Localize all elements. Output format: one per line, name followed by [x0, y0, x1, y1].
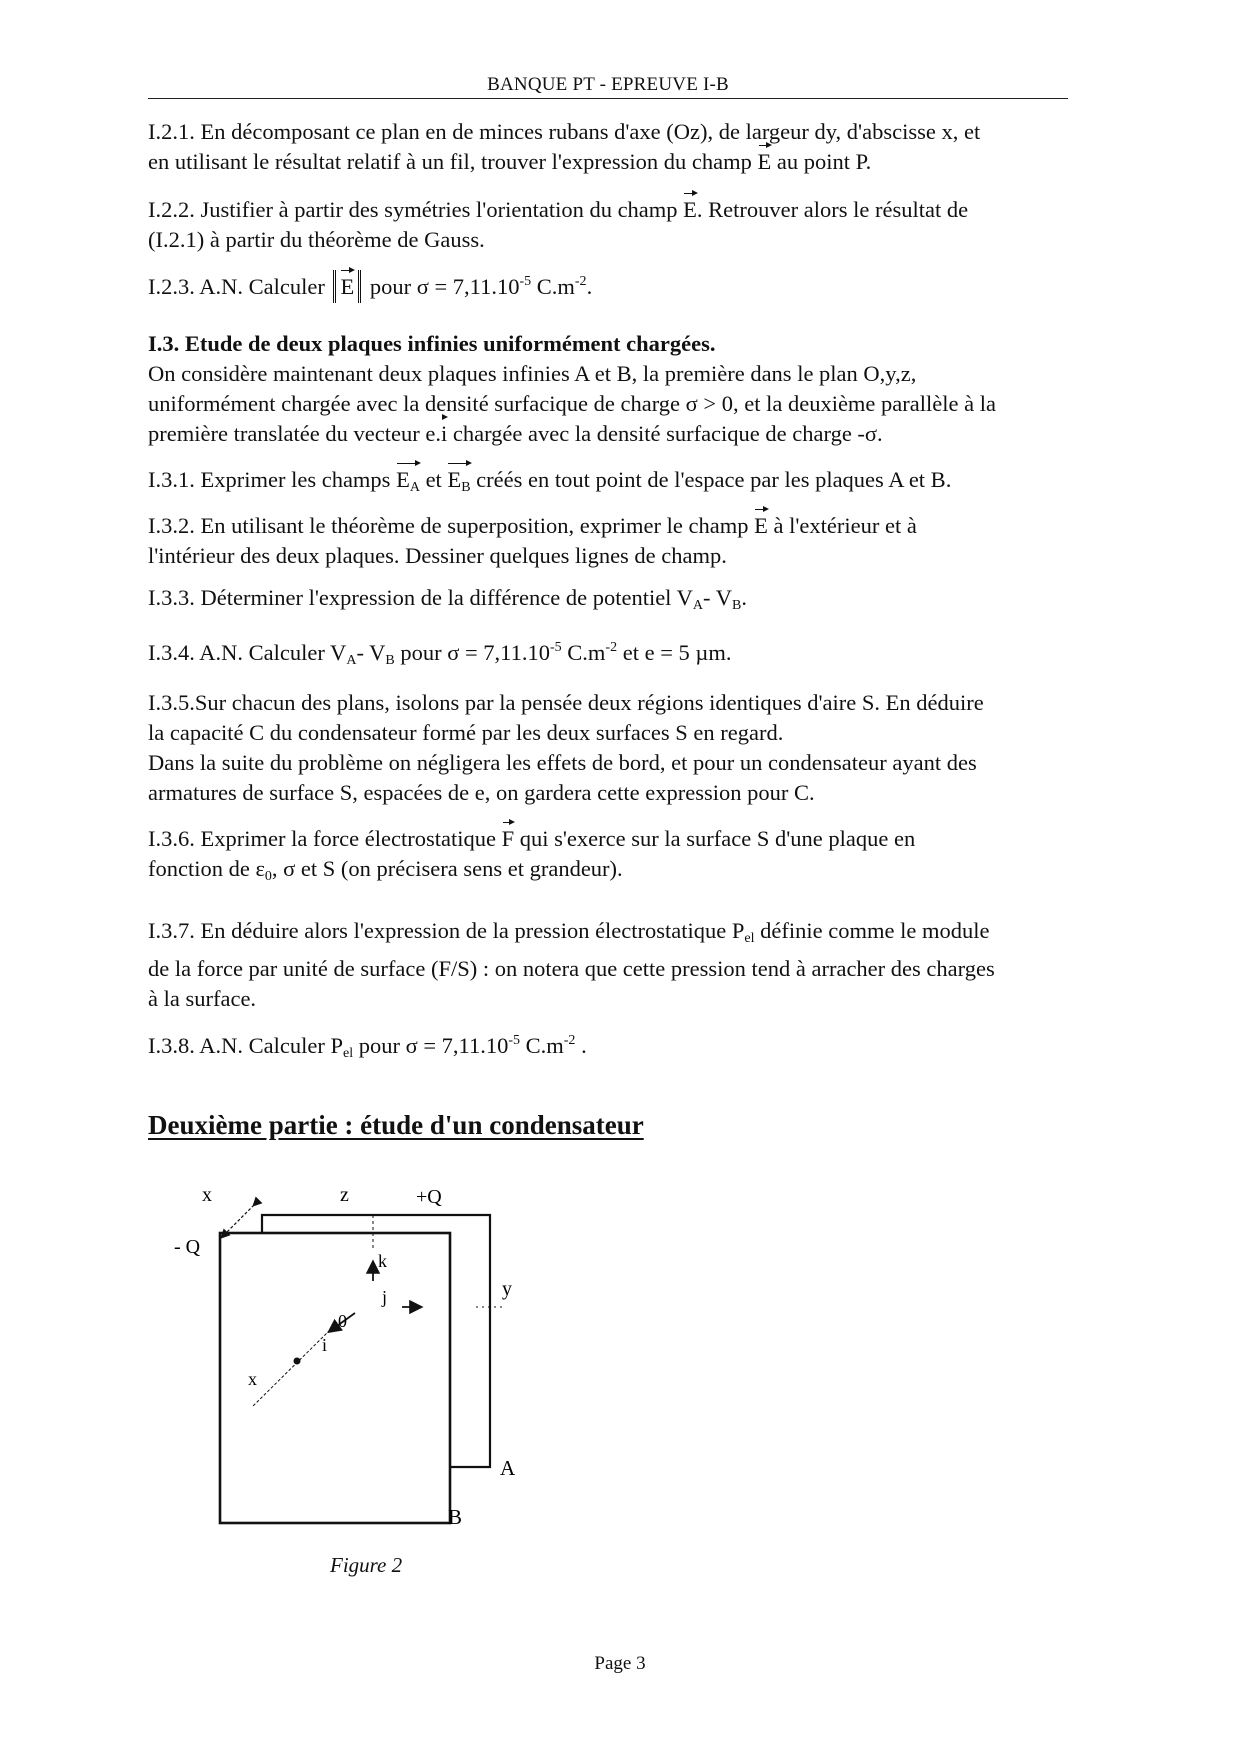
label-k: k — [378, 1251, 387, 1271]
origin-point — [294, 1358, 301, 1365]
vector-ea: $E_A$ — [396, 467, 420, 496]
label-plate-a: A — [500, 1456, 516, 1480]
header-rule — [148, 98, 1068, 99]
question-1-3-4: I.3.4. A.N. Calculer $V_A-$ $V_B$ pour $\sigma = 7,11.10^{-5}$ $C.m^{-2}$ et e = 5 µm. — [148, 640, 732, 669]
question-1-3-2: I.3.2. En utilisant le théorème de superposition, exprimer le champ E à l'extérieur et à l'intérieur des deux plaques. Dessiner quelques lignes de champ. — [148, 513, 917, 569]
question-1-2-1: I.2.1. En décomposant ce plan en de minces rubans d'axe (Oz), de largeur dy, d'abscisse x, et en utilisant le résultat relatif à un fil, trouver l'expression du champ E au point P. — [148, 119, 981, 174]
vector-f: F — [501, 826, 515, 852]
norm-e: E — [333, 270, 361, 303]
section-1-3: I.3. Etude de deux plaques infinies uniformément chargées. On considère maintenant deux plaques infinies A et B, la première dans le plan O,y,z, uniformément chargée avec la densité surfacique de charge σ > 0, et la deuxième parallèle à la première translatée du vecteur e.i chargée avec la densité surfacique de charge -σ. — [148, 331, 996, 447]
x-axis-line — [252, 1330, 330, 1407]
question-1-2-3: I.2.3. A.N. Calculer E pour $\sigma = 7,11.10^{-5}$ $C.m^{-2}$. — [148, 267, 1108, 303]
question-1-3-3: I.3.3. Déterminer l'expression de la différence de potentiel $V_A-$ $V_B$. — [148, 585, 747, 614]
label-y: y — [502, 1278, 512, 1300]
label-origin: 0 — [338, 1311, 347, 1331]
vector-eb: $E_B$ — [447, 467, 471, 496]
plate-a — [262, 1215, 490, 1467]
section-title: I.3. Etude de deux plaques infinies uniformément chargées. — [148, 331, 716, 357]
page-number: Page 3 — [594, 1653, 646, 1674]
vector-e: E — [757, 149, 772, 174]
label-z: z — [340, 1184, 349, 1206]
main-text — [148, 117, 1108, 1081]
question-1-3-6: I.3.6. Exprimer la force électrostatique F qui s'exerce sur la surface S d'une plaque en fonction de $\varepsilon_0$, σ et S (on précisera sens et grandeur). — [148, 826, 916, 885]
label-minus-q: - Q — [174, 1236, 201, 1258]
question-1-3-7: I.3.7. En déduire alors l'expression de la pression électrostatique $P_{el}$ définie comme le module de la force par unité de surface (F/S) : on notera que cette pression tend à arracher des charges à la surface. — [148, 918, 995, 1012]
question-1-3-1: I.3.1. Exprimer les champs $E_A$ et $E_B$ créés en tout point de l'espace par les plaques A et B. — [148, 467, 952, 496]
label-j: j — [382, 1287, 388, 1307]
label-plus-q: +Q — [416, 1186, 442, 1208]
label-i: i — [322, 1335, 328, 1355]
vector-i: i — [440, 421, 448, 447]
label-x-axis: x — [248, 1369, 257, 1389]
part-2-title: Deuxième partie : étude d'un condensateur — [148, 1110, 644, 1140]
page-header: BANQUE PT - EPREUVE I-B — [487, 74, 729, 95]
question-1-3-5: I.3.5.Sur chacun des plans, isolons par la pensée deux régions identiques d'aire S. En déduire la capacité C du condensateur formé par les deux surfaces S en regard. Dans la suite du problème on négligera les effets de bord, et pour un condensateur ayant des armatures de surface S, espacées de e, on gardera cette expression pour C. — [148, 690, 984, 806]
capacitor-diagram — [174, 1184, 600, 1545]
label-x-top: x — [202, 1184, 212, 1206]
question-1-2-2: I.2.2. Justifier à partir des symétries l'orientation du champ E. Retrouver alors le résultat de (I.2.1) à partir du théorème de Gauss. — [148, 197, 969, 252]
label-plate-b: B — [448, 1505, 463, 1529]
figure-2-diagram — [174, 1184, 600, 1545]
question-1-3-8: I.3.8. A.N. Calculer $P_{el}$ pour $\sigma = 7,11.10^{-5}$ $C.m^{-2}$ . — [148, 1033, 587, 1062]
vector-e: E — [754, 513, 768, 539]
vector-e: E — [683, 197, 697, 222]
figure-caption: Figure 2 — [330, 1553, 403, 1577]
